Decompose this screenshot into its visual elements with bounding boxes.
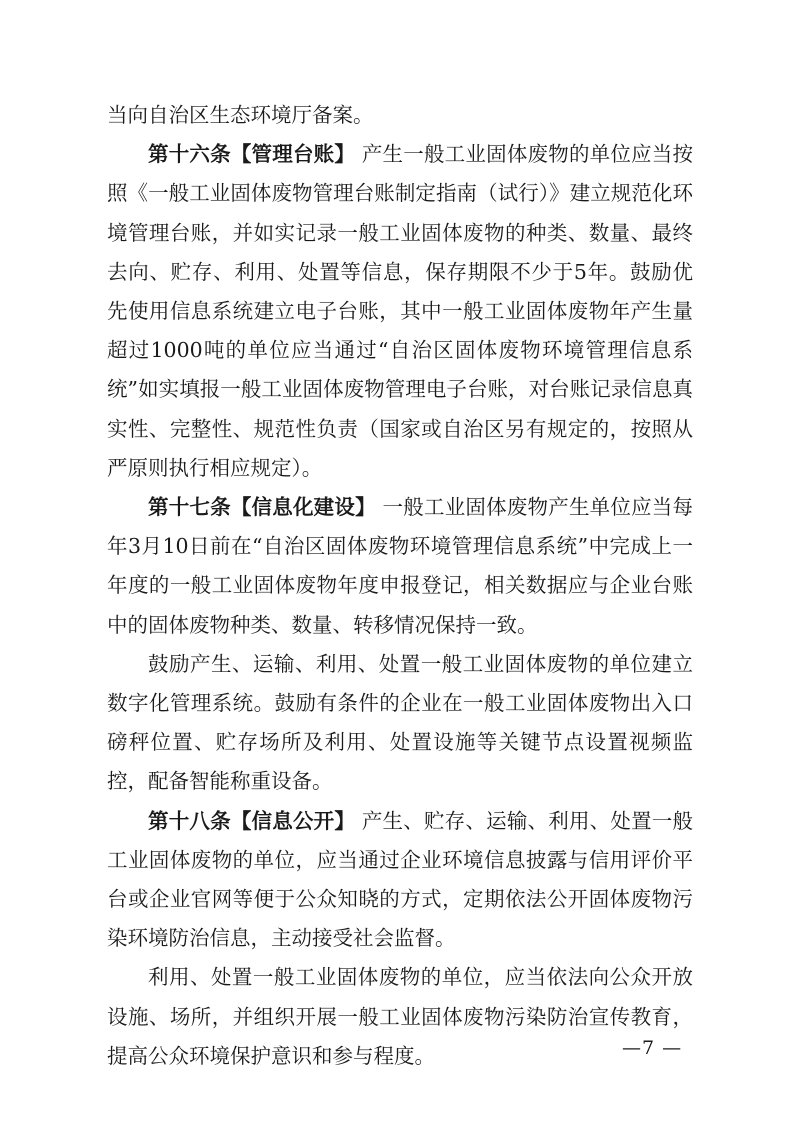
article-title: 第十八条【信息公开】: [148, 808, 356, 833]
paragraph-body: 一般工业固体废物产生单位应当每年3月10日前在“自治区固体废物环境管理信息系统”中完成上一年度的一般工业固体废物年度申报登记，相关数据应与企业台账中的固体废物种类、数量、转移情况保持一致。: [107, 495, 694, 637]
paragraph-body: 当向自治区生态环境厅备案。: [107, 103, 374, 127]
paragraph-continuation: [107, 96, 693, 135]
paragraph-body: 鼓励产生、运输、利用、处置一般工业固体废物的单位建立数字化管理系统。鼓励有条件的企业在一般工业固体废物出入口磅秤位置、贮存场所及利用、处置设施等关键节点设置视频监控，配备智能称重设备。: [107, 651, 693, 794]
article-16: [107, 135, 693, 488]
article-17: [107, 488, 693, 645]
paragraph-body: 利用、处置一般工业固体废物的单位，应当依法向公众开放设施、场所，并组织开展一般工业固体废物污染防治宣传教育，提高公众环境保护意识和参与程度。: [107, 965, 693, 1068]
article-18-paragraph-2: [107, 958, 693, 1076]
paragraph-body: 产生、贮存、运输、利用、处置一般工业固体废物的单位，应当通过企业环境信息披露与信用评价平台或企业官网等便于公众知晓的方式，定期依法公开固体废物污染环境防治信息，主动接受社会监督。: [107, 808, 693, 951]
article-18: [107, 802, 693, 959]
page-number: —7 —: [622, 1037, 683, 1059]
article-17-paragraph-2: [107, 645, 693, 802]
document-page: [107, 96, 693, 1076]
article-title: 第十七条【信息化建设】: [148, 495, 376, 520]
paragraph-body: 产生一般工业固体废物的单位应当按照《一般工业固体废物管理台账制定指南（试行）》建立规范化环境管理台账，并如实记录一般工业固体废物的种类、数量、最终去向、贮存、利用、处置等信息，保存期限不少于5年。鼓励优先使用信息系统建立电子台账，其中一般工业固体废物年产生量超过1000吨的单位应当通过“自治区固体废物环境管理信息系统”如实填报一般工业固体废物管理电子台账，对台账记录信息真实性、完整性、规范性负责（国家或自治区另有规定的，按照从严原则执行相应规定）。: [107, 142, 693, 480]
article-title: 第十六条【管理台账】: [148, 142, 356, 167]
